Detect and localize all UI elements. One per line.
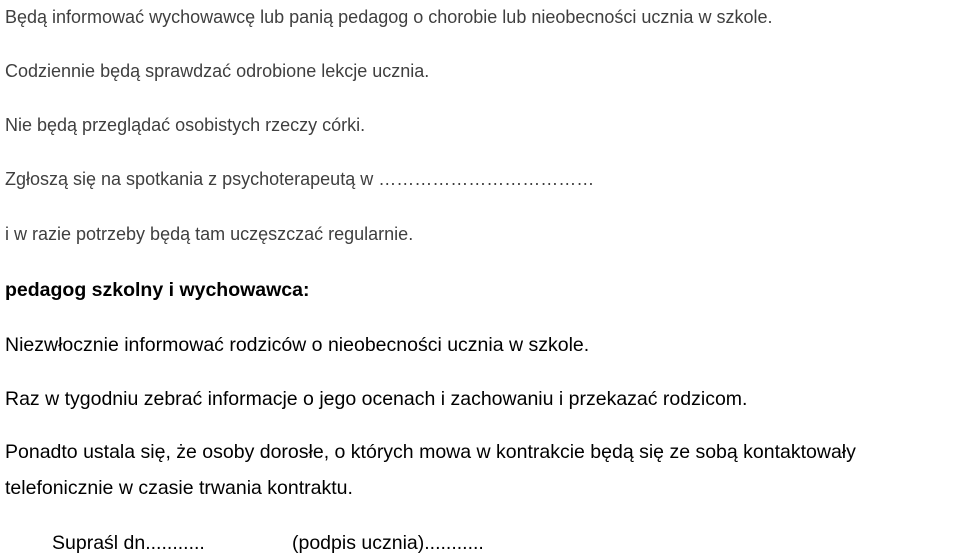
commitment-line-4: Zgłoszą się na spotkania z psychoterapeutą w ………………………………	[5, 169, 595, 189]
commitment-line-5: i w razie potrzeby będą tam uczęszczać regularnie.	[5, 224, 414, 244]
pedagog-line-2: Raz w tygodniu zebrać informacje o jego ocenach i zachowaniu i przekazać rodzicom.	[5, 388, 748, 410]
pedagog-line-3a: Ponadto ustala się, że osoby dorosłe, o których mowa w kontrakcie będą się ze sobą kontaktowały	[5, 441, 856, 463]
place-date-signature: Supraśl dn...........	[52, 532, 205, 554]
pedagog-line-3b: telefonicznie w czasie trwania kontraktu.	[5, 477, 353, 499]
commitment-line-2: Codziennie będą sprawdzać odrobione lekcje ucznia.	[5, 61, 430, 81]
commitment-line-1: Będą informować wychowawcę lub panią pedagog o chorobie lub nieobecności ucznia w szkole.	[5, 7, 773, 27]
commitment-line-3: Nie będą przeglądać osobistych rzeczy córki.	[5, 115, 366, 135]
pedagog-heading: pedagog szkolny i wychowawca:	[5, 279, 310, 301]
student-signature: (podpis ucznia)...........	[292, 532, 484, 554]
pedagog-line-1: Niezwłocznie informować rodziców o nieobecności ucznia w szkole.	[5, 334, 590, 356]
